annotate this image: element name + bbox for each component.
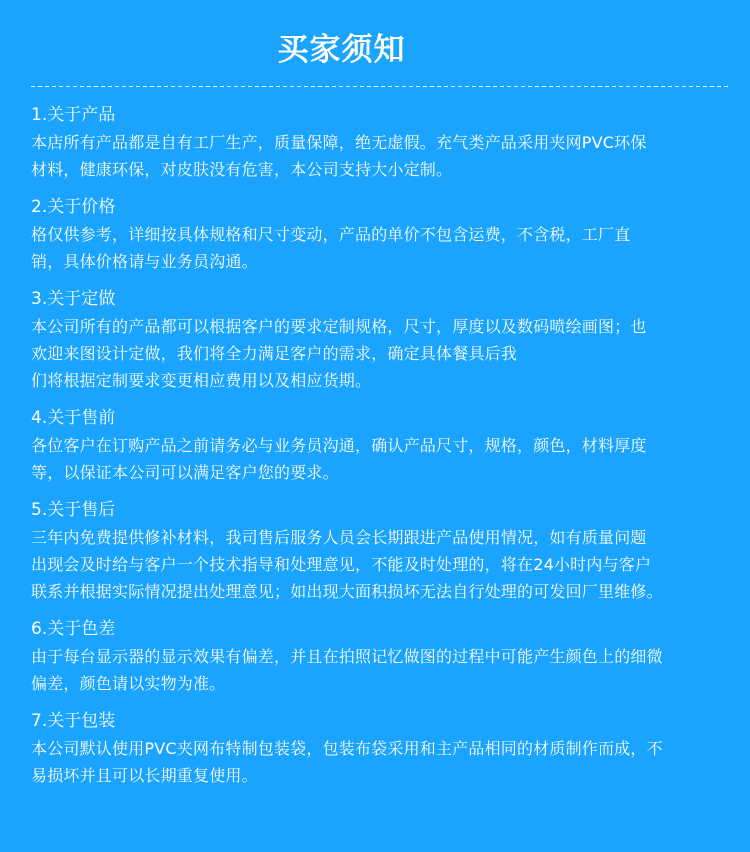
- section-after-sale: [31, 498, 731, 605]
- section-color-difference: [31, 617, 731, 697]
- section-text-line: 格仅供参考，详细按具体规格和尺寸变动，产品的单价不包含运费，不含税，工厂直: [31, 225, 631, 244]
- section-text-line: 本公司所有的产品都可以根据客户的要求定制规格，尺寸，厚度以及数码喷绘画图；也: [31, 317, 647, 336]
- section-text-line: 本公司默认使用PVC夹网布特制包装袋，包装布袋采用和主产品相同的材质制作而成，不: [31, 739, 663, 758]
- section-packaging: [31, 709, 731, 789]
- section-pre-sale: [31, 406, 731, 486]
- section-text-line: 由于每台显示器的显示效果有偏差，并且在拍照记忆做图的过程中可能产生颜色上的细微: [31, 647, 663, 666]
- section-price: [31, 195, 731, 275]
- section-heading: 2.关于价格: [31, 197, 116, 217]
- dotted-divider: [31, 86, 728, 87]
- section-text-line: 们将根据定制要求变更相应费用以及相应货期。: [31, 371, 372, 390]
- section-text-line: 材料，健康环保，对皮肤没有危害，本公司支持大小定制。: [31, 160, 453, 179]
- section-heading: 7.关于包装: [31, 711, 116, 731]
- section-text-line: 欢迎来图设计定做，我们将全力满足客户的需求，确定具体餐具后我: [31, 344, 518, 363]
- section-heading: 5.关于售后: [31, 500, 116, 520]
- section-text-line: 易损坏并且可以长期重复使用。: [31, 766, 258, 785]
- section-text-line: 销，具体价格请与业务员沟通。: [31, 252, 258, 271]
- section-text-line: 三年内免费提供修补材料，我司售后服务人员会长期跟进产品使用情况，如有质量问题: [31, 528, 647, 547]
- section-text-line: 联系并根据实际情况提出处理意见；如出现大面积损坏无法自行处理的可发回厂里维修。: [31, 582, 663, 601]
- section-text-line: 本店所有产品都是自有工厂生产，质量保障，绝无虚假。充气类产品采用夹网PVC环保: [31, 133, 647, 152]
- section-heading: 3.关于定做: [31, 289, 116, 309]
- notice-sections: [31, 103, 731, 801]
- page-title: 买家须知: [277, 32, 406, 68]
- section-heading: 6.关于色差: [31, 619, 116, 639]
- section-heading: 4.关于售前: [31, 408, 116, 428]
- section-heading: 1.关于产品: [31, 105, 116, 125]
- section-text-line: 等，以保证本公司可以满足客户您的要求。: [31, 463, 339, 482]
- section-product: [31, 103, 731, 183]
- section-text-line: 各位客户在订购产品之前请务必与业务员沟通，确认产品尺寸，规格，颜色，材料厚度: [31, 436, 647, 455]
- section-text-line: 出现会及时给与客户一个技术指导和处理意见，不能及时处理的，将在24小时内与客户: [31, 555, 652, 574]
- section-customization: [31, 287, 731, 394]
- section-text-line: 偏差，颜色请以实物为准。: [31, 674, 226, 693]
